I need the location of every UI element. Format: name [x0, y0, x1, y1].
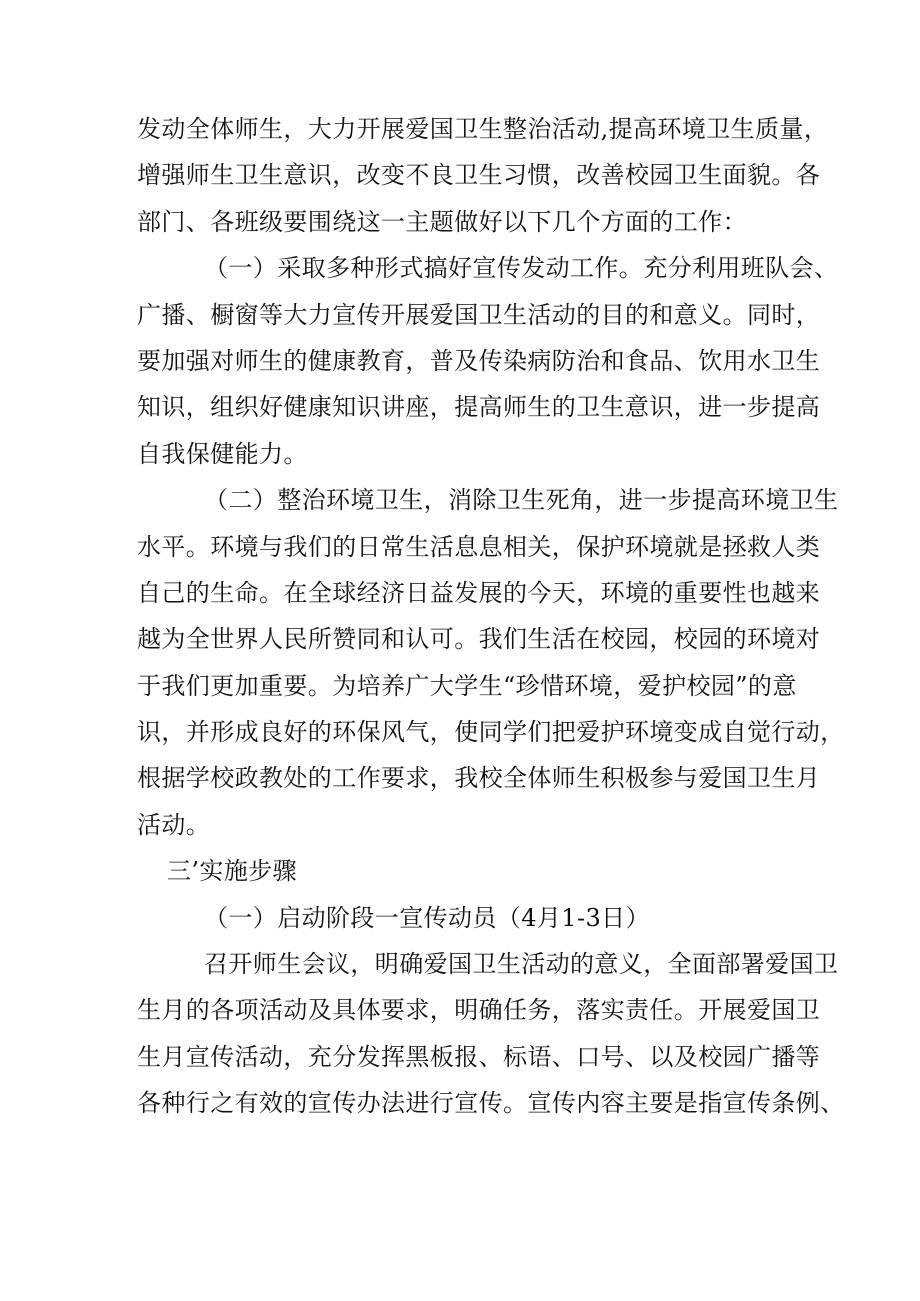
paragraph-heading-2: （二）整治环境卫生，消除卫生死角，进一步提高环境卫生 [204, 486, 839, 515]
text-line: 水平。环境与我们的日常生活息息相关，保护环境就是拯救人类 [137, 532, 821, 561]
section-heading: 三’实施步骤 [167, 857, 298, 886]
text-line: 自我保健能力。 [137, 439, 308, 468]
text-line: 知识，组织好健康知识讲座，提高师生的卫生意识，进一步提高 [137, 393, 821, 422]
text-line: 活动。 [137, 810, 211, 839]
text-line: 增强师生卫生意识，改变不良卫生习惯，改善校园卫生面貌。各 [137, 161, 821, 190]
text-line: 根据学校政教处的工作要求，我校全体师生积极参与爱国卫生月 [137, 764, 821, 793]
subsection-heading: （一）启动阶段一宣传动员（4月1-3日） [204, 903, 650, 932]
text-line: 识，并形成良好的环保风气，使同学们把爱护环境变成自觉行动， [137, 718, 845, 747]
text-line: 部门、各班级要围绕这一主题做好以下几个方面的工作： [137, 207, 747, 236]
text-line: 生月的各项活动及具体要求，明确任务，落实责任。开展爱国卫 [137, 996, 821, 1025]
text-line: 于我们更加重要。为培养广大学生“珍惜环境，爱护校园”的意 [137, 671, 797, 700]
text-line: 生月宣传活动，充分发挥黑板报、标语、口号、以及校园广播等 [137, 1042, 821, 1071]
text-line: 发动全体师生，大力开展爱国卫生整治活动,提高环境卫生质量， [137, 115, 829, 143]
document-body [137, 106, 845, 1127]
text-line: 要加强对师生的健康教育，普及传染病防治和食品、饮用水卫生 [137, 346, 821, 375]
text-line: 各种行之有效的宣传办法进行宣传。宣传内容主要是指宣传条例、 [137, 1089, 845, 1118]
text-line: 自己的生命。在全球经济日益发展的今天，环境的重要性也越来 [137, 578, 821, 607]
text-line: 广播、橱窗等大力宣传开展爱国卫生活动的目的和意义。同时， [137, 300, 821, 329]
paragraph-start: 召开师生会议，明确爱国卫生活动的意义，全面部署爱国卫 [204, 950, 839, 979]
paragraph-heading-1: （一）采取多种形式搞好宣传发动工作。充分利用班队会、 [204, 254, 839, 283]
text-line: 越为全世界人民所赞同和认可。我们生活在校园，校园的环境对 [137, 625, 821, 654]
